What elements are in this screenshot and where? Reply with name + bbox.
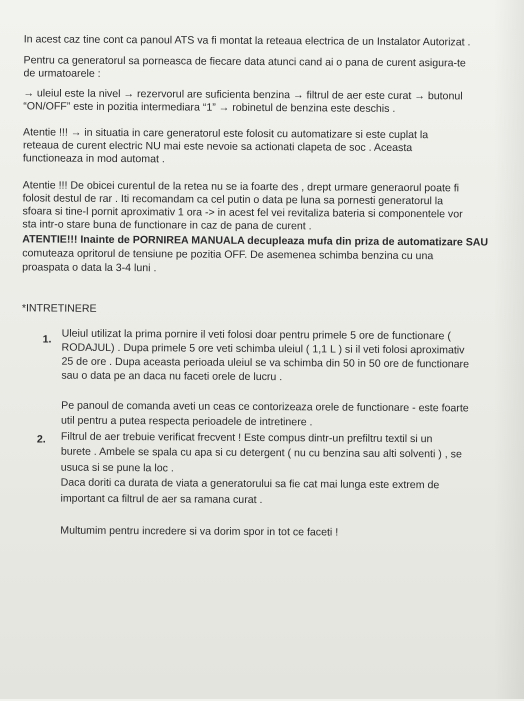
checklist-line-1: → uleiul este la nivel → rezervorul are suficienta benzina → filtrul de aer este curat → butonul	[23, 87, 463, 103]
air-filter-line-4: Daca doriti ca durata de viata a generatorului sa fie cat mai lunga este extrem de	[60, 476, 440, 492]
oil-item-line-2: RODAJUL) . Dupa primele 5 ore veti schimba uleiul ( 1,1 L ) si il veti folosi aproximativ	[61, 341, 465, 357]
closing-thanks: Multumim pentru incredere si va dorim spor in tot ce faceti !	[60, 524, 339, 539]
air-filter-line-3: usuca si se pune la loc .	[60, 461, 174, 475]
maintenance-heading: *INTRETINERE	[21, 302, 97, 315]
air-filter-line-1: Filtrul de aer trebuie verificat frecvent ! Este compus dintr-un prefiltru textil si un	[60, 430, 433, 446]
attention-monthly-line-3: sfoara si tine-l pornit aproximativ 1 ora -> in acest fel vei revitaliza bateria si componentele vor	[22, 205, 463, 221]
manual-start-warning-line-2: comuteaza opritorul de tensiune pe pozitia OFF. De asemenea schimba benzina cu una	[22, 247, 434, 263]
oil-item-line-4: sau o data pe an daca nu faceti orele de lucru .	[61, 369, 283, 384]
air-filter-line-2: burete . Ambele se spala cu apa si cu detergent ( nu cu benzina sau alti solventi ) , se	[60, 445, 462, 461]
oil-item-line-3: 25 de ore . Dupa aceasta perioada uleiul se va schimba din 50 in 50 ore de functionare	[61, 355, 470, 371]
manual-start-warning-line-1: ATENTIE!!! Inainte de PORNIREA MANUALA decupleaza mufa din priza de automatizare SAU	[22, 233, 489, 249]
oil-item-line-1: Uleiul utilizat la prima pornire il veti folosi doar pentru primele 5 ore de functionare (	[61, 327, 451, 343]
attention-monthly-line-2: folosit destul de rar . Iti recomandam ca cel putin o data pe luna sa pornesti generatorul la	[22, 192, 444, 208]
checklist-line-2: “ON/OFF” este in pozitia intermediara “1” → robinetul de benzina este deschis .	[23, 100, 396, 115]
page-shadow	[494, 0, 524, 699]
maintenance-item-2-number: 2.	[36, 433, 46, 446]
hour-counter-line-1: Pe panoul de comanda aveti un ceas ce contorizeaza orele de functionare - este foarte	[61, 399, 469, 415]
ats-paragraph: In acest caz tine cont ca panoul ATS va fi montat la reteaua electrica de un Instalator Autorizat .	[23, 33, 471, 49]
maintenance-item-1-number: 1.	[42, 333, 52, 346]
attention-automation-line-1: Atentie !!! → in situatia in care generatorul este folosit cu automatizare si este cuplat la	[23, 126, 429, 142]
start-requirement-line-1: Pentru ca generatorul sa porneasca de fiecare data atunci cand ai o pana de curent asigura-te	[23, 54, 466, 70]
start-requirement-line-2: de urmatoarele :	[23, 67, 101, 80]
hour-counter-line-2: util pentru a putea respecta perioadele de intretinere .	[61, 414, 313, 429]
manual-start-warning-line-3: proaspata o data la 3-4 luni .	[22, 261, 157, 275]
attention-automation-line-2: reteaua de curent electric NU mai este nevoie sa actionati clapeta de soc . Aceasta	[22, 139, 413, 155]
air-filter-line-5: important ca filtrul de aer sa ramana curat .	[60, 492, 263, 507]
attention-monthly-line-1: Atentie !!! De obicei curentul de la retea nu se ia foarte des , drept urmare generaorul poate fi	[22, 179, 460, 195]
attention-automation-line-3: functioneaza in mod automat .	[22, 152, 165, 166]
attention-monthly-line-4: sta intr-o stare buna de functionare in caz de pana de curent .	[22, 218, 312, 233]
